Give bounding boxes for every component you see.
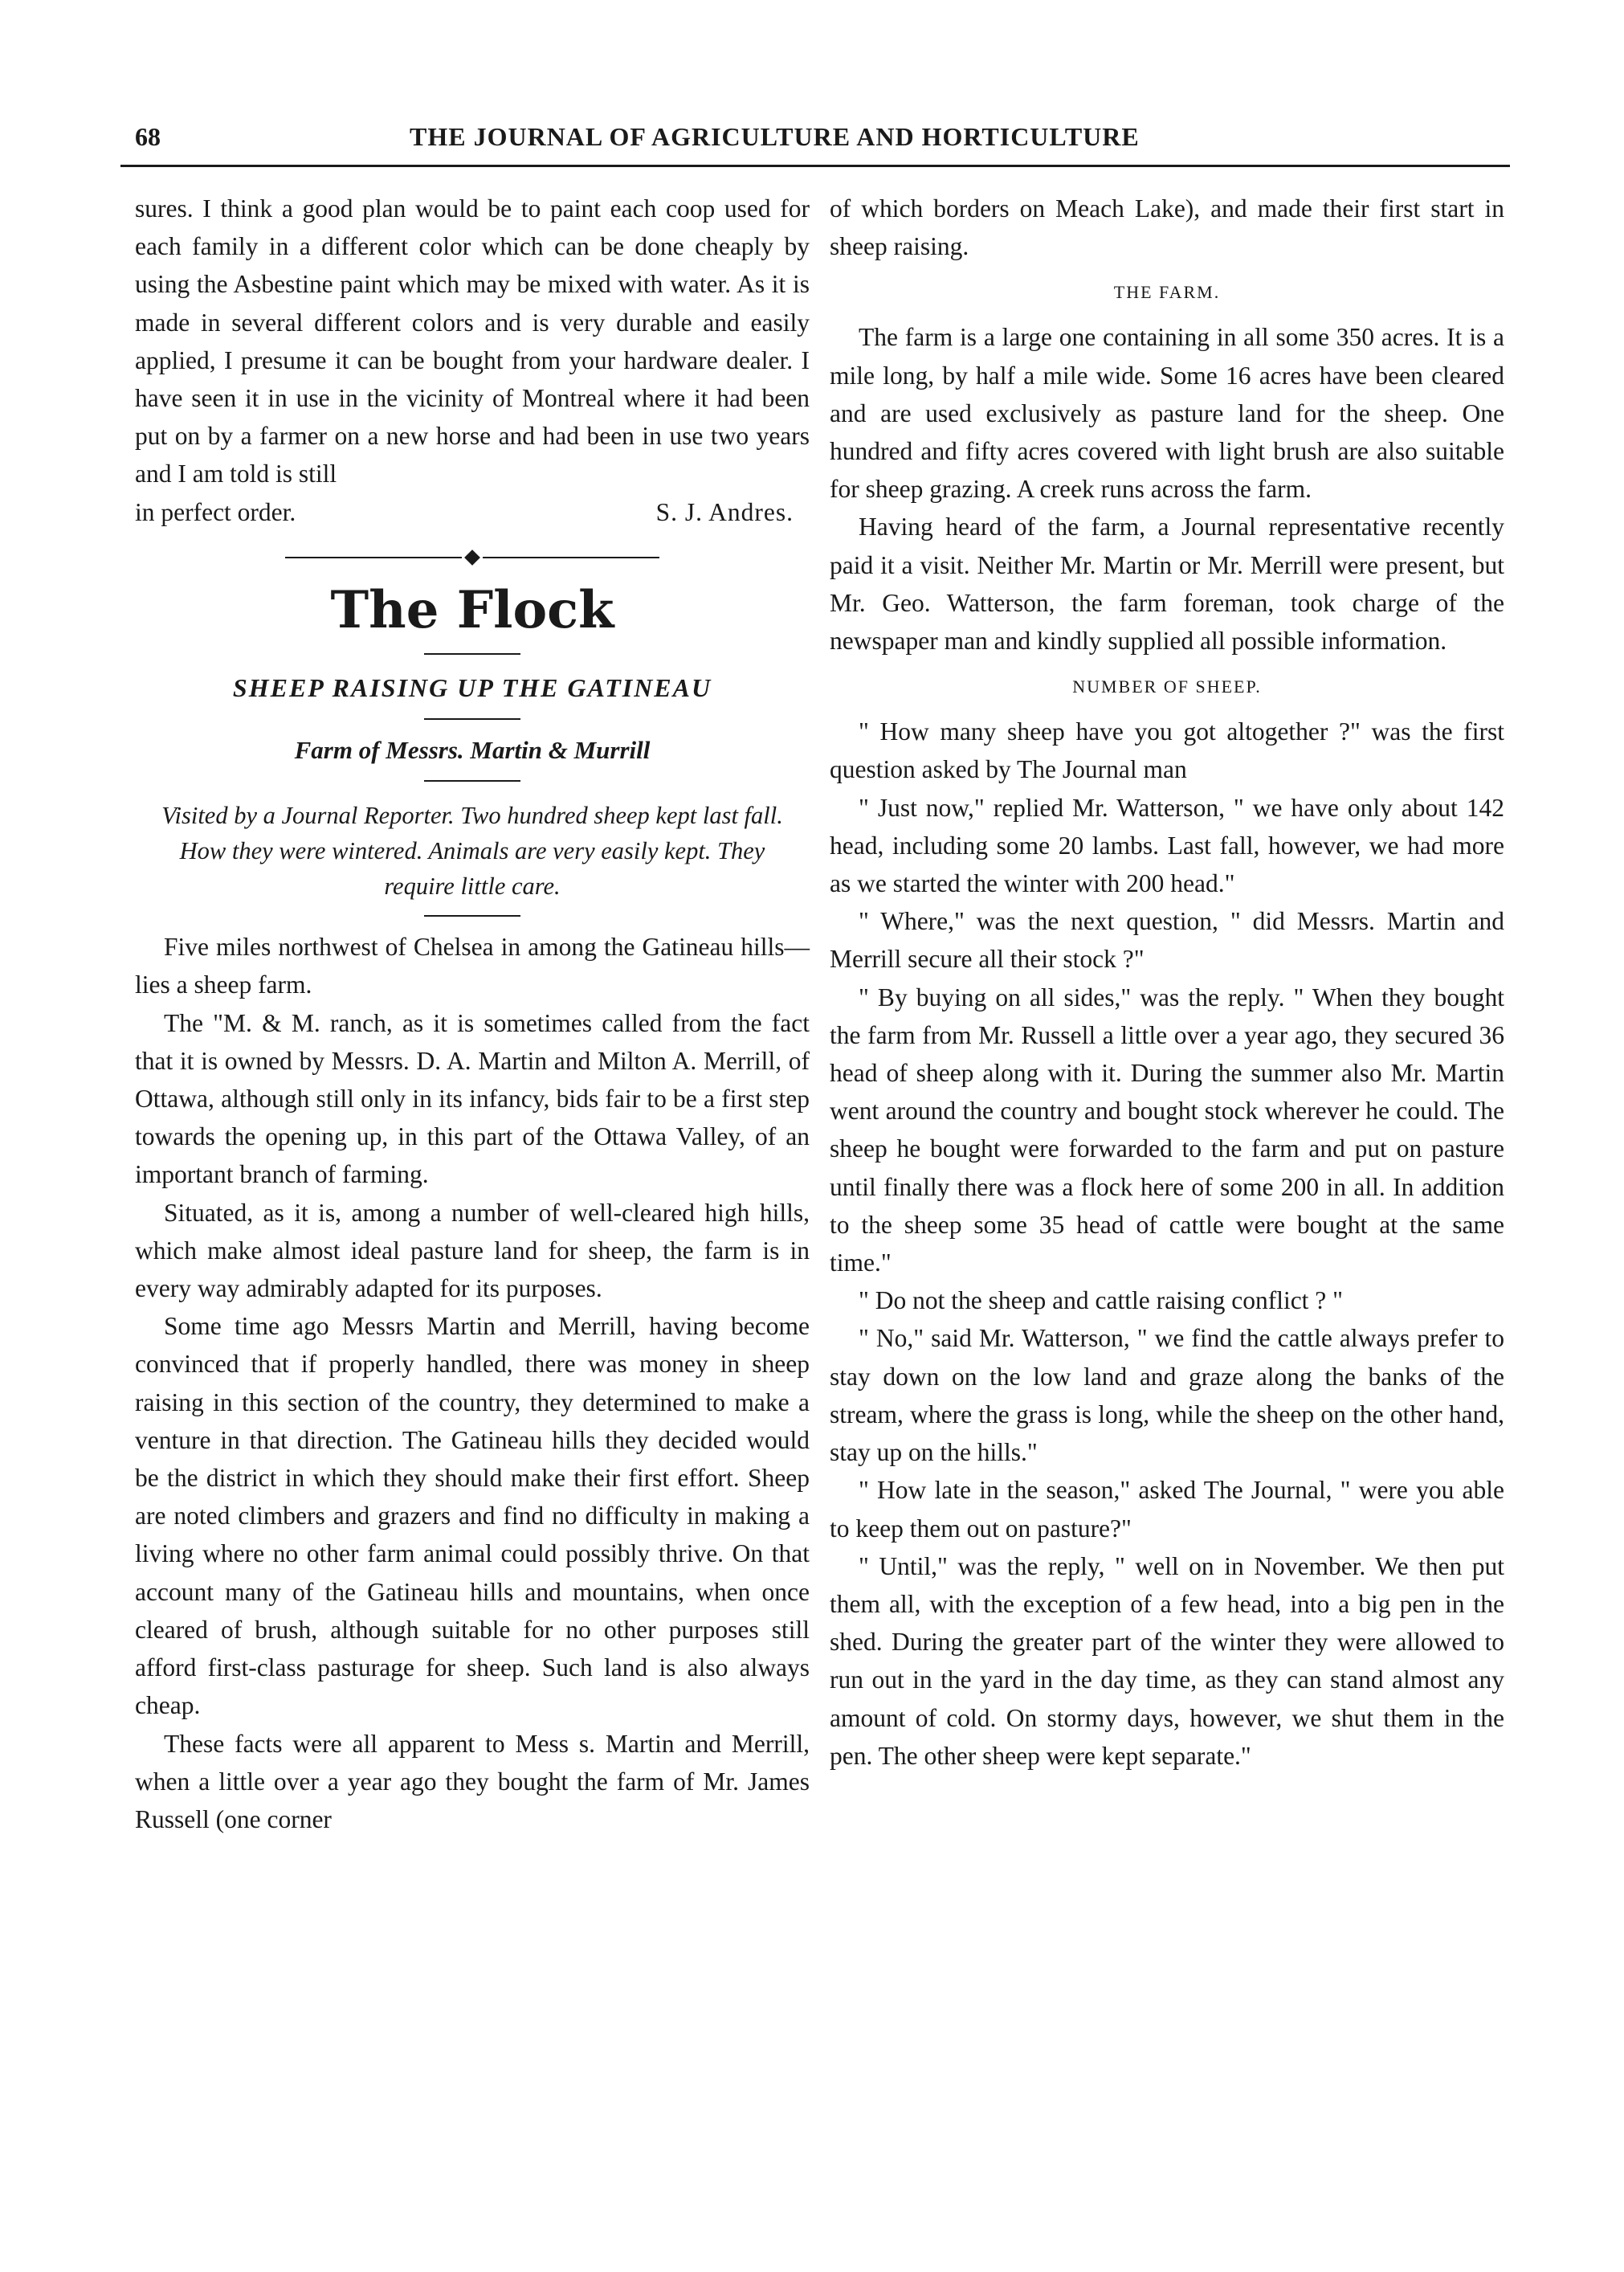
body-paragraph: Situated, as it is, among a number of well-cleared high hills, which make almost ideal pasture land for sheep, the farm is in every way admirably adapted for its purposes. — [135, 1198, 810, 1303]
body-paragraph: " By buying on all sides," was the reply. " When they bought the farm from Mr. Russell a little over a year ago, they secured 36 head of sheep along with it. During the summer also Mr. Martin went around the country and bought stock wherever he could. The sheep he bought were forwarded to the farm and put on pasture until finally there was a flock here of some 200 in all. In addition to the sheep some 35 head of cattle were bought at the same time." — [830, 983, 1504, 1277]
section-divider — [135, 552, 810, 563]
article-subtitle: Farm of Messrs. Martin & Murrill — [294, 736, 651, 765]
body-paragraph: " No," said Mr. Watterson, " we find the cattle always prefer to stay down on the low land and graze along the banks of the stream, where the grass is long, while the sheep on the other hand, stay up on the hills." — [830, 1324, 1504, 1467]
body-paragraph: Some time ago Messrs Martin and Merrill, having become convinced that if properly handled, there was money in sheep raising in this section of the country, they determined to make a venture in that direction. The Gatineau hills they decided would be the district in which they should make their first effort. Sheep are noted climbers and grazers and find no difficulty in making a living where no other farm animal could possibly thrive. On that account many of the Gatineau hills and mountains, when once cleared of brush, although suitable for no other purposes still afford first-class pasturage for sheep. Such land is also always cheap. — [135, 1312, 810, 1720]
letter-signature: S. J. Andres. — [655, 497, 794, 526]
body-paragraph: " Until," was the reply, " well on in November. We then put them all, with the exception of a few head, into a big pen in the shed. During the greater part of the winter they were allowed to run out in the yard in the day time, as they can stand almost any amount of cold. On stormy days, however, we shut them in the pen. The other sheep were kept separate." — [830, 1551, 1504, 1770]
body-paragraph: The "M. & M. ranch, as it is sometimes called from the fact that it is owned by Messrs. D. A. Martin and Milton A. Merrill, of Ottawa, although still only in its infancy, bids fair to be a first step towards the opening up, in this part of the Ottawa Valley, of an important branch of farming. — [135, 1008, 810, 1189]
body-paragraph: " How late in the season," asked The Journal, " were you able to keep them out on pasture?" — [830, 1476, 1504, 1543]
section-title: The Flock — [330, 579, 614, 640]
divider-ornament-icon — [464, 550, 480, 566]
title-rule — [424, 653, 520, 655]
subheading-number-of-sheep: NUMBER OF SHEEP. — [1072, 676, 1262, 697]
body-paragraph: The farm is a large one containing in all some 350 acres. It is a mile long, by half a mile wide. Some 16 acres have been cleared and are used exclusively as pasture land for the sheep. One hundred and fifty acres covered with light brush are also suitable for sheep grazing. A creek runs across the farm. — [830, 323, 1504, 504]
body-paragraph: of which borders on Meach Lake), and made their first start in sheep raising. — [830, 194, 1504, 261]
body-paragraph: These facts were all apparent to Mess s. Martin and Merrill, when a little over a year ago they bought the farm of Mr. James Russell (one corner — [135, 1729, 810, 1833]
body-paragraph: " How many sheep have you got altogether ?" was the first question asked by The Journal man — [830, 717, 1504, 784]
title-rule — [424, 718, 520, 720]
title-rule — [424, 780, 520, 782]
journal-title: THE JOURNAL OF AGRICULTURE AND HORTICULTURE — [410, 122, 1140, 151]
body-paragraph: " Do not the sheep and cattle raising conflict ? " — [859, 1286, 1344, 1315]
page-number: 68 — [135, 122, 161, 151]
page-header — [120, 119, 1502, 161]
body-paragraph: Five miles northwest of Chelsea in among the Gatineau hills—lies a sheep farm. — [135, 933, 810, 999]
article-deck: Visited by a Journal Reporter. Two hundred sheep kept last fall. How they were wintered. Animals are very easily kept. They require little care. — [161, 802, 783, 901]
subheading-the-farm: THE FARM. — [1113, 282, 1221, 303]
right-column — [830, 190, 1504, 1775]
article-title: SHEEP RAISING UP THE GATINEAU — [232, 672, 712, 702]
body-paragraph: " Where," was the next question, " did Messrs. Martin and Merrill secure all their stock ?" — [830, 907, 1504, 974]
body-paragraph: " Just now," replied Mr. Watterson, " we have only about 142 head, including some 20 lambs. Last fall, however, we had more as we started the winter with 200 head." — [830, 793, 1504, 898]
letter-paragraph: sures. I think a good plan would be to paint each coop used for each family in a different color which can be done cheaply by using the Asbestine paint which may be mixed with water. As it is made in several different colors and is very durable and easily applied, I presume it can be bought from your hardware dealer. I have seen it in use in the vicinity of Montreal where it had been put on by a farmer on a new horse and had been in use two years and I am told is still — [135, 194, 810, 488]
title-rule — [424, 915, 520, 917]
signature-line — [135, 493, 810, 531]
body-paragraph: Having heard of the farm, a Journal representative recently paid it a visit. Neither Mr. Martin or Mr. Merrill were present, but Mr. Geo. Watterson, the farm foreman, took charge of the newspaper man and kindly supplied all possible information. — [830, 513, 1504, 656]
left-column — [135, 190, 810, 1838]
header-rule — [120, 165, 1510, 167]
letter-closing: in perfect order. — [135, 497, 296, 526]
